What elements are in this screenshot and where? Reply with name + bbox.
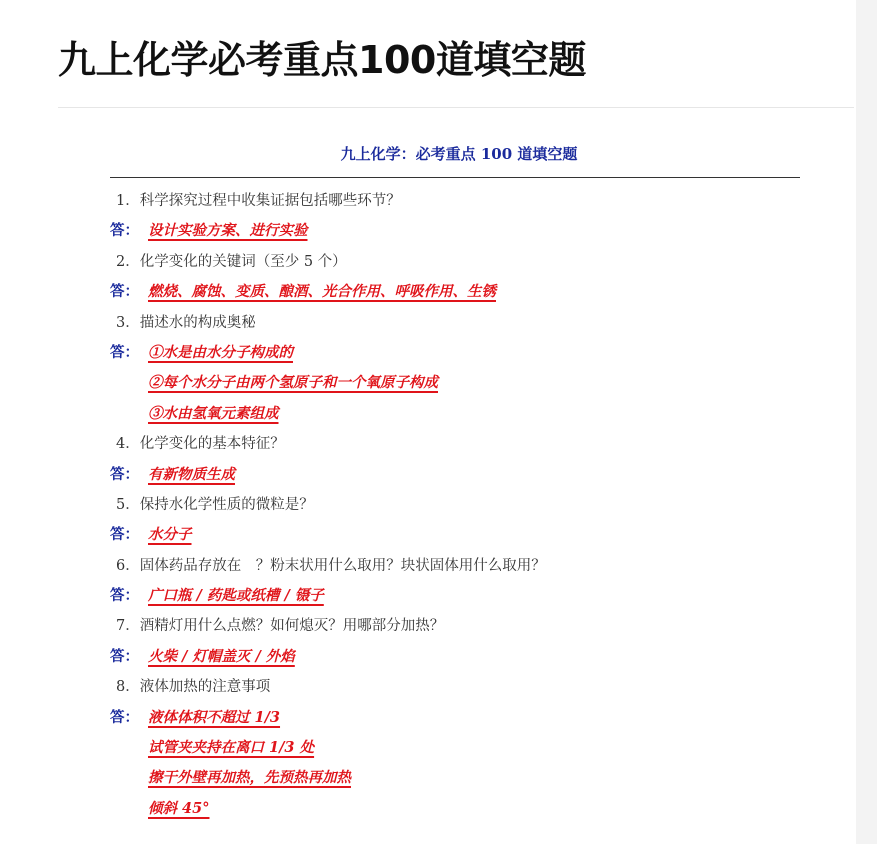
answer-text: 液体体积不超过 1/3 xyxy=(148,708,281,726)
answer-text: ②每个水分子由两个氢原子和一个氧原子构成 xyxy=(148,374,438,392)
answer-8-line-2 xyxy=(110,733,800,763)
title-divider xyxy=(58,107,854,108)
answer-text: 燃烧、腐蚀、变质、酿酒、光合作用、呼吸作用、生锈 xyxy=(148,283,496,301)
answer-text: 试管夹夹持在离口 1/3 处 xyxy=(148,739,315,757)
answer-7 xyxy=(110,642,800,672)
scrollbar[interactable] xyxy=(856,0,877,844)
answer-2 xyxy=(110,277,800,307)
answer-prefix: 答： xyxy=(110,708,139,726)
answer-prefix: 答： xyxy=(110,587,139,605)
answer-8-line-4 xyxy=(110,794,800,824)
answer-text: ①水是由水分子构成的 xyxy=(148,343,293,361)
question-2: 2．化学变化的关键词（至少 5 个） xyxy=(116,253,347,270)
question-7: 7．酒精灯用什么点燃？如何熄灭？用哪部分加热？ xyxy=(116,618,445,635)
document-image xyxy=(110,140,800,824)
answer-3 xyxy=(110,338,800,368)
question-6: 6．固体药品存放在 ？粉末状用什么取用？块状固体用什么取用？ xyxy=(116,557,546,574)
question-3: 3．描述水的构成奥秘 xyxy=(116,314,256,331)
answer-prefix: 答： xyxy=(110,526,139,544)
question-1: 1．科学探究过程中收集证据包括哪些环节？ xyxy=(116,193,401,209)
answer-text: 火柴 / 灯帽盖灭 / 外焰 xyxy=(148,647,295,665)
page-title: 九上化学必考重点100道填空题 xyxy=(58,38,586,82)
document-header-rule xyxy=(110,177,800,178)
answer-1 xyxy=(110,216,800,246)
answer-prefix: 答： xyxy=(110,343,139,361)
answer-6 xyxy=(110,581,800,611)
answer-prefix: 答： xyxy=(110,465,139,483)
question-4: 4．化学变化的基本特征？ xyxy=(116,436,285,453)
question-5: 5．保持水化学性质的微粒是？ xyxy=(116,496,314,513)
answer-text: 有新物质生成 xyxy=(148,465,235,483)
answer-8-line-3 xyxy=(110,763,800,793)
question-8: 8．液体加热的注意事项 xyxy=(116,679,271,696)
answer-text: ③水由氢氧元素组成 xyxy=(148,404,279,422)
answer-prefix: 答： xyxy=(110,283,139,301)
answer-prefix: 答： xyxy=(110,647,139,665)
answer-text: 倾斜 45° xyxy=(148,799,210,817)
answer-text: 设计实验方案、进行实验 xyxy=(148,222,308,240)
document-header: 九上化学：必考重点 100 道填空题 xyxy=(340,145,578,163)
answer-5 xyxy=(110,520,800,550)
answer-3-line-3 xyxy=(110,399,800,429)
answer-text: 擦干外壁再加热，先预热再加热 xyxy=(148,769,351,787)
qa-list xyxy=(110,186,800,824)
answer-text: 水分子 xyxy=(148,526,192,544)
answer-4 xyxy=(110,460,800,490)
answer-8 xyxy=(110,703,800,733)
answer-3-line-2 xyxy=(110,368,800,398)
answer-text: 广口瓶 / 药匙或纸槽 / 镊子 xyxy=(148,587,324,605)
answer-prefix: 答： xyxy=(110,222,139,240)
